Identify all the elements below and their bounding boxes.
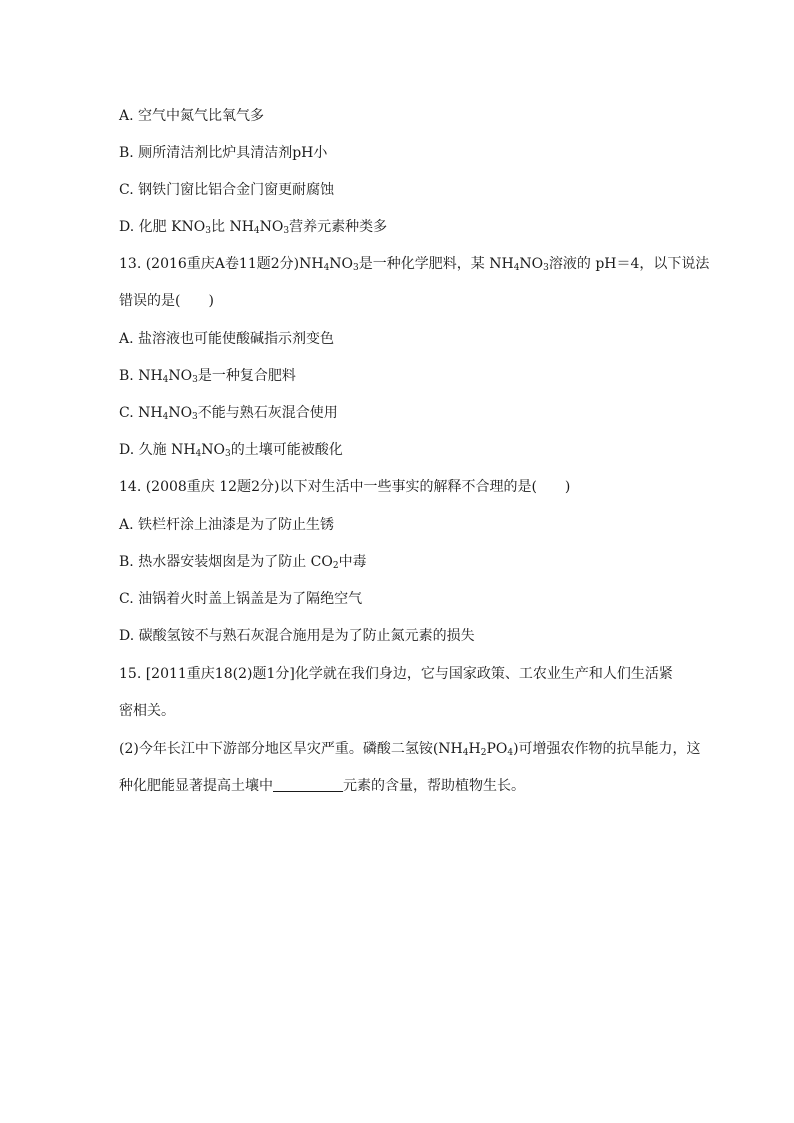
q14-option-a: A. 铁栏杆涂上油漆是为了防止生锈 <box>119 517 335 533</box>
q13-option-a: A. 盐溶液也可能使酸碱指示剂变色 <box>119 331 335 347</box>
q12-option-d: D. 化肥 $KNO_3$比 $NH_4NO_3$营养元素种类多 <box>119 219 388 236</box>
q15-sub-line2: 种化肥能显著提高土壤中 元素的含量，帮助植物生长。 <box>119 778 525 794</box>
q14-option-b: B. 热水器安装烟囱是为了防止 $CO_2$中毒 <box>119 554 367 571</box>
q12-option-b: B. 厕所清洁剂比炉具清洁剂pH小 <box>119 145 328 161</box>
q12-option-c: C. 钢铁门窗比铝合金门窗更耐腐蚀 <box>119 182 335 198</box>
q15-sub-line1: (2)今年长江中下游部分地区旱灾严重。磷酸二氢铵$(NH_4H_2PO_4)$可增强农作物的抗旱能力，这 <box>119 741 701 758</box>
q13-stem-line1: 13. (2016重庆A卷11题2分)$NH_4NO_3$是一种化学肥料，某 $NH_4NO_3$溶液的 pH＝4，以下说法 <box>119 256 710 273</box>
q14-stem: 14. (2008重庆 12题2分)以下对生活中一些事实的解释不合理的是( ) <box>119 479 571 495</box>
q13-option-d: D. 久施 $NH_4NO_3$的土壤可能被酸化 <box>119 442 343 459</box>
q14-option-d: D. 碳酸氢铵不与熟石灰混合施用是为了防止氮元素的损失 <box>119 628 475 644</box>
q13-option-c: C. $NH_4NO_3$不能与熟石灰混合使用 <box>119 405 338 422</box>
q13-stem-line2: 错误的是( ) <box>119 293 214 309</box>
q13-option-b: B. $NH_4NO_3$是一种复合肥料 <box>119 368 296 385</box>
answer-blank[interactable] <box>273 777 343 792</box>
q15-stem-line2: 密相关。 <box>119 703 175 719</box>
q14-option-c: C. 油锅着火时盖上锅盖是为了隔绝空气 <box>119 591 363 607</box>
q12-option-a: A. 空气中氮气比氧气多 <box>119 108 265 124</box>
q15-stem-line1: 15. [2011重庆18(2)题1分]化学就在我们身边，它与国家政策、工农业生产和人们生活紧 <box>119 666 673 682</box>
